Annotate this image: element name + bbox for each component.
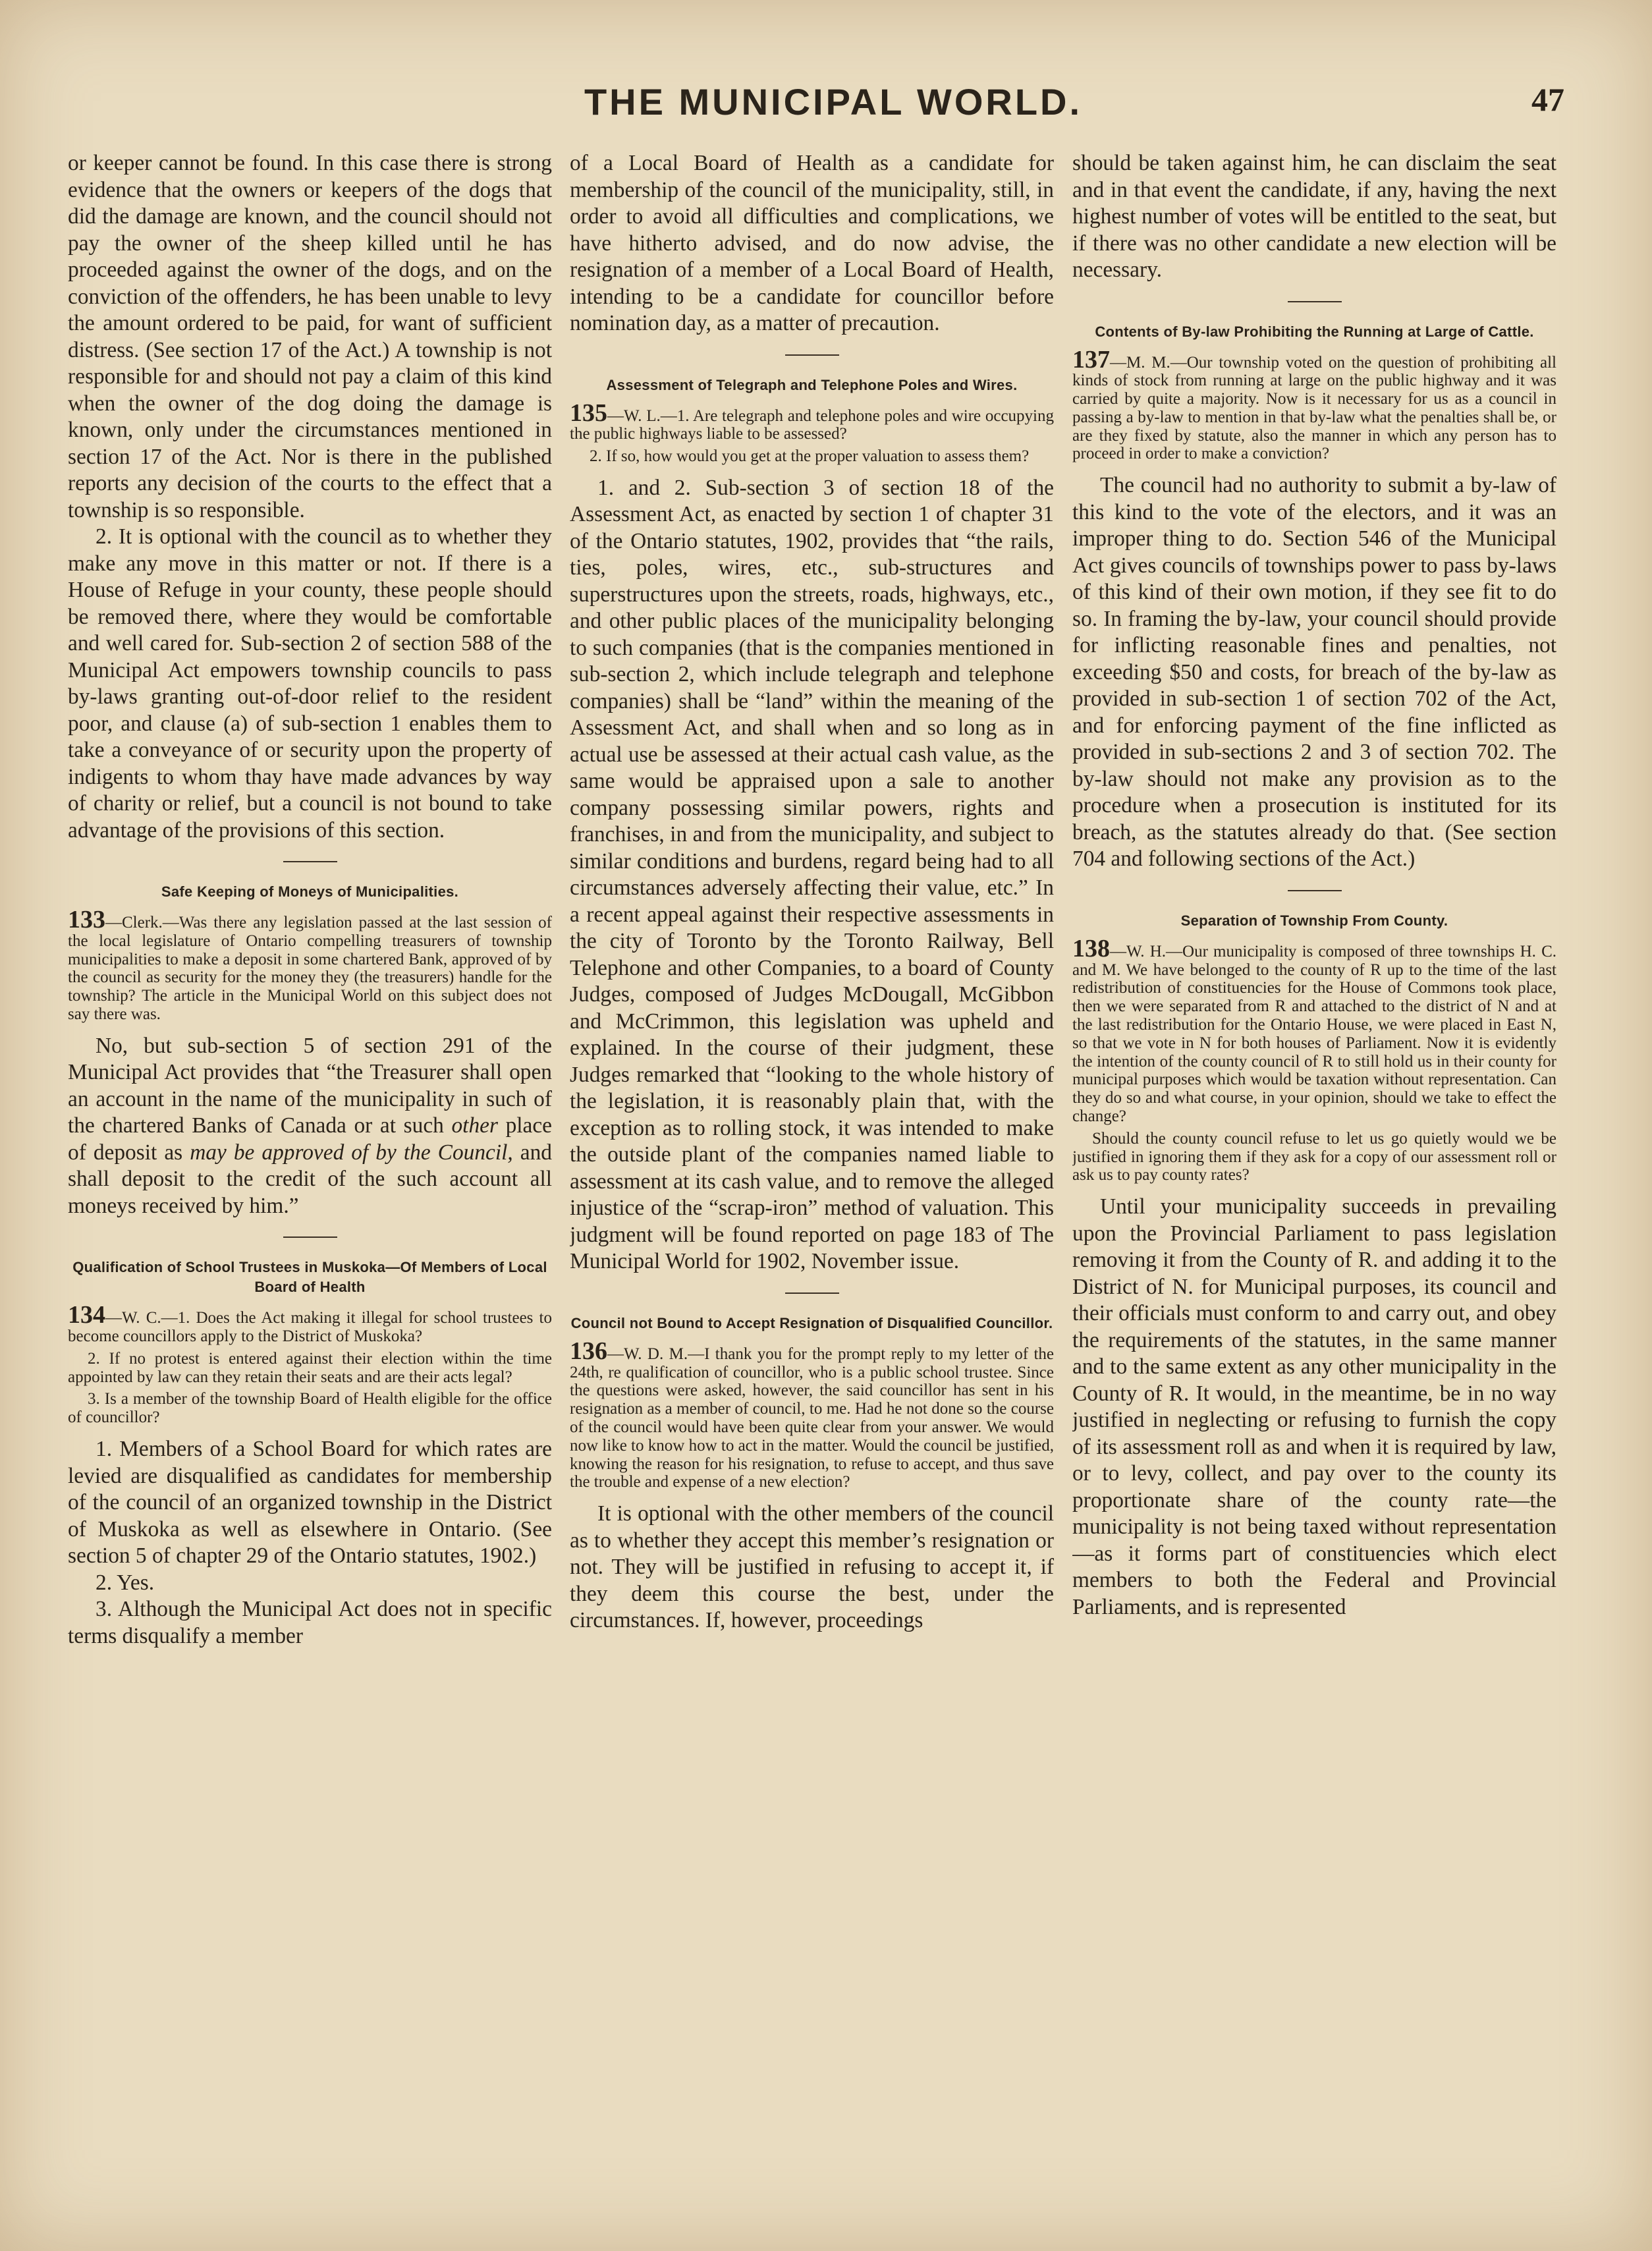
answer-paragraph: 2. Yes. [96,1570,155,1595]
running-title: THE MUNICIPAL WORLD. [584,81,1083,123]
answer-paragraph: It is optional with the other members of the council as to whether they accept this member’s resignation or not. They will be justified in refusing to accept it, if they deem this course the best, under the circumstances. If, however, proceedings [570,1501,1054,1633]
answer-paragraph: The council had no authority to submit a by-law of this kind to the vote of the electors, and it was an improper thing to do. Section 546 of the Municipal Act gives councils of townships power to pass by-laws of this kind of their own motion, if they see fit to do so. In framing the by-law, your council should provide for inflicting reasonable fines and penalties, not exceeding $50 and costs, for breach of the by-law as provided in sub-section 1 of section 702 of the Act, and for enforcing payment of the fine inflicted as provided in sub-sections 2 and 3 of section 702. The by-law should not make any provision as to the procedure when a prosecution is instituted for its breach, as the statutes already do that. (See section 704 and following sections of the Act.) [1072,473,1556,872]
answer-paragraph: 3. Although the Municipal Act does not in specific terms disqualify a member [68,1597,552,1648]
question-number: 137 [1072,345,1110,374]
question-text: —W. L.—1. Are telegraph and telephone poles and wire occupying the public highways liable to be assessed? [570,406,1054,443]
column-2 [570,150,1054,2166]
section-divider [1288,890,1342,891]
question-text: —W. C.—1. Does the Act making it illegal for school trustees to become councillors apply to the District of Muskoka? [68,1309,552,1346]
question-number: 136 [570,1337,607,1365]
paragraph: should be taken against him, he can disclaim the seat and in that event the candidate, if any, having the next highest number of votes will be entitled to the seat, but if there was no other candidate a new election will be necessary. [1072,151,1556,282]
answer-paragraph: Until your municipality succeeds in prevailing upon the Provincial Parliament to pass legislation removing it from the County of R. and adding it to the District of N. for Municipal purposes, its council and their officials must conform to and carry out, and obey the requirements of the statutes, in the same manner and to the same extent as any other municipality in the County of R. It would, in the meantime, be in no way justified in neglecting or refusing to furnish the copy of its assessment roll as and when it is required by law, or to levy, collect, and pay over to the county its proportionate share of the county rate—the municipality is not being taxed without representation —as it forms part of constituencies which elect members to both the Federal and Provincial Parliaments, and is represented [1072,1194,1556,1619]
section-heading: Qualification of School Trustees in Muskoka—Of Members of Local Board of Health [72,1259,547,1296]
question-text: —W. D. M.—I thank you for the prompt reply to my letter of the 24th, re qualification of councillor, who is a public school trustee. Since the questions were asked, however, the said councillor has sent in his resignation as a member of council, to me. Had he not done so the course of the council would have been quite clear from your answer. We would now like to know how to act in the matter. Would the council be justified, knowing the reason for his resignation, to refuse to accept, and thus save the trouble and expense of a new election? [570,1345,1054,1491]
section-heading: Separation of Township From County. [1180,912,1448,929]
question-paragraph [570,1337,1054,1491]
question-number: 138 [1072,934,1110,962]
answer-paragraph: 1. and 2. Sub-section 3 of section 18 of the Assessment Act, as enacted by section 1 of chapter 31 of the Ontario statutes, 1902, provides that “the rails, ties, poles, wires, etc., sub-structures and superstructures upon the streets, roads, highways, etc., and other public places of the municipality belonging to such companies (that is the companies mentioned in sub-section 2, which include telegraph and telephone companies) shall be “land” within the meaning of the Assessment Act, and shall when and so long as in actual use be assessed at their actual cash value, as the same would be appraised upon a sale to another company possessing similar powers, rights and franchises, in and from the municipality, and subject to similar conditions and burdens, regard being had to all circumstances adversely affecting their value, etc.” In a recent appeal against their respective assessments in the city of Toronto by the Toronto Railway, Bell Telephone and other Companies, to a board of County Judges, composed of Judges McDougall, McGibbon and McCrimmon, this legislation was upheld and explained. In the course of their judgment, these Judges remarked that “looking to the whole history of the legislation, it is reasonably plain that, with the exception as to rolling stock, it was intended to make the outside plant of the companies named liable to assessment at its cash value, and to remove the alleged injustice of the “scrap-iron” method of valuation. This judgment will be found reported on page 183 of The Municipal World for 1902, November issue. [570,475,1054,1274]
question-paragraph [1072,345,1556,464]
column-1 [68,150,552,2166]
column-3 [1072,150,1556,2166]
question-text: —W. H.—Our municipality is composed of three townships H. C. and M. We have belonged to the county of R up to the time of the last redistribution of constituencies for the House of Commons took place, then we were separated from R and attached to the district of N and at the last redistribution for the Ontario House, we were placed in East N, so that we vote in N for both houses of Parliament. Now it is evidently the intention of the county council of R to still hold us in their county for municipal purposes which would be taxation without representation. Can they do so and what course, in your opinion, should we take to effect the change? [1072,942,1556,1125]
section-heading: Contents of By-law Prohibiting the Running at Large of Cattle. [1095,323,1534,340]
page-number: 47 [1531,81,1564,118]
section-heading: Council not Bound to Accept Resignation of Disqualified Councillor. [570,1314,1053,1331]
question-paragraph [1072,934,1556,1126]
answer-emphasis: other [451,1113,498,1138]
section-divider [283,861,337,862]
question-text: —M. M.—Our township voted on the question of prohibiting all kinds of stock from running at large on the public highway and it was carried by quite a majority. Now is it necessary for us as a council in passing a by-law to mention in that by-law what the penalties shall be, or are they fixed by statute, also the manner in which any person has to proceed in order to make a conviction? [1072,353,1556,463]
question-paragraph [68,1301,552,1346]
question-text: —Clerk.—Was there any legislation passed at the last session of the local legislature of Ontario compelling treasurers of township municipalities to make a deposit in some chartered Bank, approved of by the council as security for the money they (the treasurers) handle for the township? The article in the Municipal World on this subject does not say there was. [68,914,552,1023]
question-number: 134 [68,1301,105,1329]
section-divider [1288,301,1342,302]
section-divider [785,354,839,356]
question-number: 135 [570,399,607,427]
section-heading: Safe Keeping of Moneys of Municipalities. [161,883,459,900]
section-heading: Assessment of Telegraph and Telephone Poles and Wires. [606,376,1018,393]
question-number: 133 [68,906,105,933]
answer-text: and shall deposit to the credit of the such account all moneys received by him.” [68,1140,552,1218]
answer-paragraph [68,1033,552,1220]
question-paragraph: 2. If so, how would you get at the proper valuation to assess them? [590,447,1030,466]
page-header [0,80,1652,133]
paragraph: or keeper cannot be found. In this case there is strong evidence that the owners or keepers of the dogs that did the damage are known, and the council should not pay the owner of the sheep killed until he has proceeded against the owner of the dogs, and on the conviction of the offenders, he has been unable to levy the amount ordered to be paid, for want of sufficient distress. (See section 17 of the Act.) A township is not responsible for and should not pay a claim of this kind when the owner of the dog doing the damage is known, only under the circumstances mentioned in section 17 of the Act. Nor is there in the published reports any decision of the courts to the effect that a township is so responsible. [68,151,552,522]
answer-text: No, but sub-section 5 of section 291 of the Municipal Act provides that “the Treasurer shall open an account in the name of the municipality in such of the chartered Banks of Canada or at such [68,1033,552,1138]
paragraph: of a Local Board of Health as a candidate for membership of the council of the municipality, still, in order to avoid all difficulties and complications, we have hitherto advised, and do now advise, the resignation of a member of a Local Board of Health, intending to be a candidate for councillor before nomination day, as a matter of precaution. [570,151,1054,335]
section-divider [283,1237,337,1238]
answer-text: place of deposit as [68,1113,552,1165]
question-paragraph [570,399,1054,444]
answer-paragraph: 1. Members of a School Board for which rates are levied are disqualified as candidates for membership of the council of an organized township in the District of Muskoka as well as elsewhere in Ontario. (See section 5 of chapter 29 of the Ontario statutes, 1902.) [68,1437,552,1569]
paragraph: 2. It is optional with the council as to whether they make any move in this matter or not. If there is a House of Refuge in your county, these people should be removed there, where they would be comfortable and well cared for. Sub-section 2 of section 588 of the Municipal Act empowers township councils to pass by-laws granting out-of-door relief to the resident poor, and clause (a) of sub-section 1 enables them to take a conveyance of or security upon the property of indigents to whom thay have made advances by way of charity or relief, but a council is not bound to take advantage of the provisions of this section. [68,524,552,843]
question-paragraph: 3. Is a member of the township Board of Health eligible for the office of councillor? [68,1390,552,1427]
section-divider [785,1292,839,1294]
question-paragraph: 2. If no protest is entered against their election within the time appointed by law can they retain their seats and are their acts legal? [68,1349,552,1386]
answer-emphasis: may be approved of by the Council, [190,1140,513,1165]
question-paragraph [68,906,552,1024]
question-paragraph: Should the county council refuse to let us go quietly would we be justified in ignoring them if they ask for a copy of our assessment roll or ask us to pay county rates? [1072,1129,1556,1184]
